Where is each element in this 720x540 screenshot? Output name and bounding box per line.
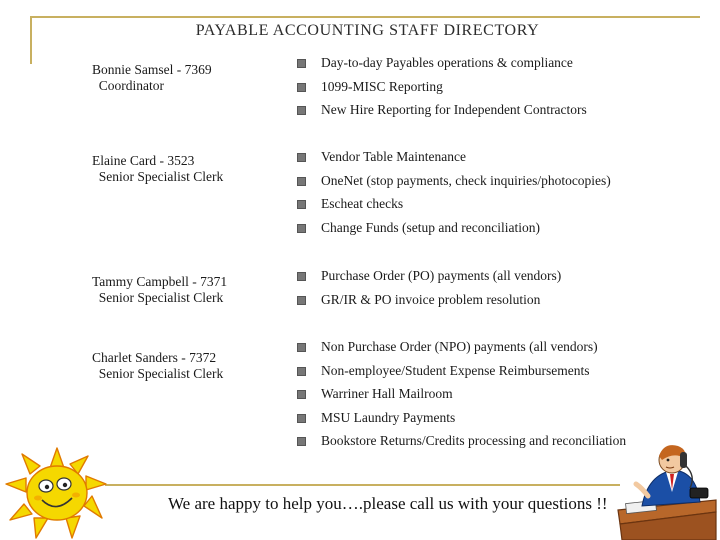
duty-item: Day-to-day Payables operations & compliance [296,55,706,79]
duty-list-charlet [296,339,706,457]
staff-name: Charlet Sanders - 7372 [92,350,217,365]
staff-role: Senior Specialist Clerk [98,366,224,381]
square-bullet-icon [297,177,306,186]
square-bullet-icon [297,59,306,68]
office-clerk-phone-icon [612,440,720,540]
bottom-rule [105,484,620,486]
square-bullet-icon [297,153,306,162]
staff-entry-charlet [92,350,223,382]
staff-entry-bonnie [92,62,212,94]
staff-role: Senior Specialist Clerk [98,169,224,184]
page-title: PAYABLE ACCOUNTING STAFF DIRECTORY [195,22,540,39]
square-bullet-icon [297,390,306,399]
smiling-sun-icon [2,446,112,540]
staff-entry-tammy [92,274,227,306]
square-bullet-icon [297,296,306,305]
staff-role: Senior Specialist Clerk [98,290,224,305]
staff-name: Tammy Campbell - 7371 [92,274,228,289]
square-bullet-icon [297,83,306,92]
staff-name: Bonnie Samsel - 7369 [92,62,212,77]
duty-item: MSU Laundry Payments [296,410,706,434]
duty-list-elaine [296,149,706,243]
duty-item: New Hire Reporting for Independent Contractors [296,102,706,126]
duty-list-tammy [296,268,706,315]
square-bullet-icon [297,414,306,423]
duty-list-bonnie [296,55,706,126]
square-bullet-icon [297,224,306,233]
duty-item: Escheat checks [296,196,706,220]
duty-item: Non Purchase Order (NPO) payments (all vendors) [296,339,706,363]
square-bullet-icon [297,367,306,376]
duty-item: Vendor Table Maintenance [296,149,706,173]
staff-entry-elaine [92,153,223,185]
duty-item: Warriner Hall Mailroom [296,386,706,410]
staff-role: Coordinator [98,78,164,93]
duty-item: Purchase Order (PO) payments (all vendors) [296,268,706,292]
square-bullet-icon [297,272,306,281]
duty-item: OneNet (stop payments, check inquiries/photocopies) [296,173,706,197]
staff-name: Elaine Card - 3523 [92,153,195,168]
footer-message: We are happy to help you….please call us with your questions !! [168,494,608,513]
square-bullet-icon [297,106,306,115]
square-bullet-icon [297,437,306,446]
duty-item: Change Funds (setup and reconciliation) [296,220,706,244]
duty-item: Non-employee/Student Expense Reimbursements [296,363,706,387]
square-bullet-icon [297,200,306,209]
duty-item: Bookstore Returns/Credits processing and reconciliation [296,433,706,457]
square-bullet-icon [297,343,306,352]
duty-item: GR/IR & PO invoice problem resolution [296,292,706,316]
duty-item: 1099-MISC Reporting [296,79,706,103]
top-rule [30,16,700,18]
